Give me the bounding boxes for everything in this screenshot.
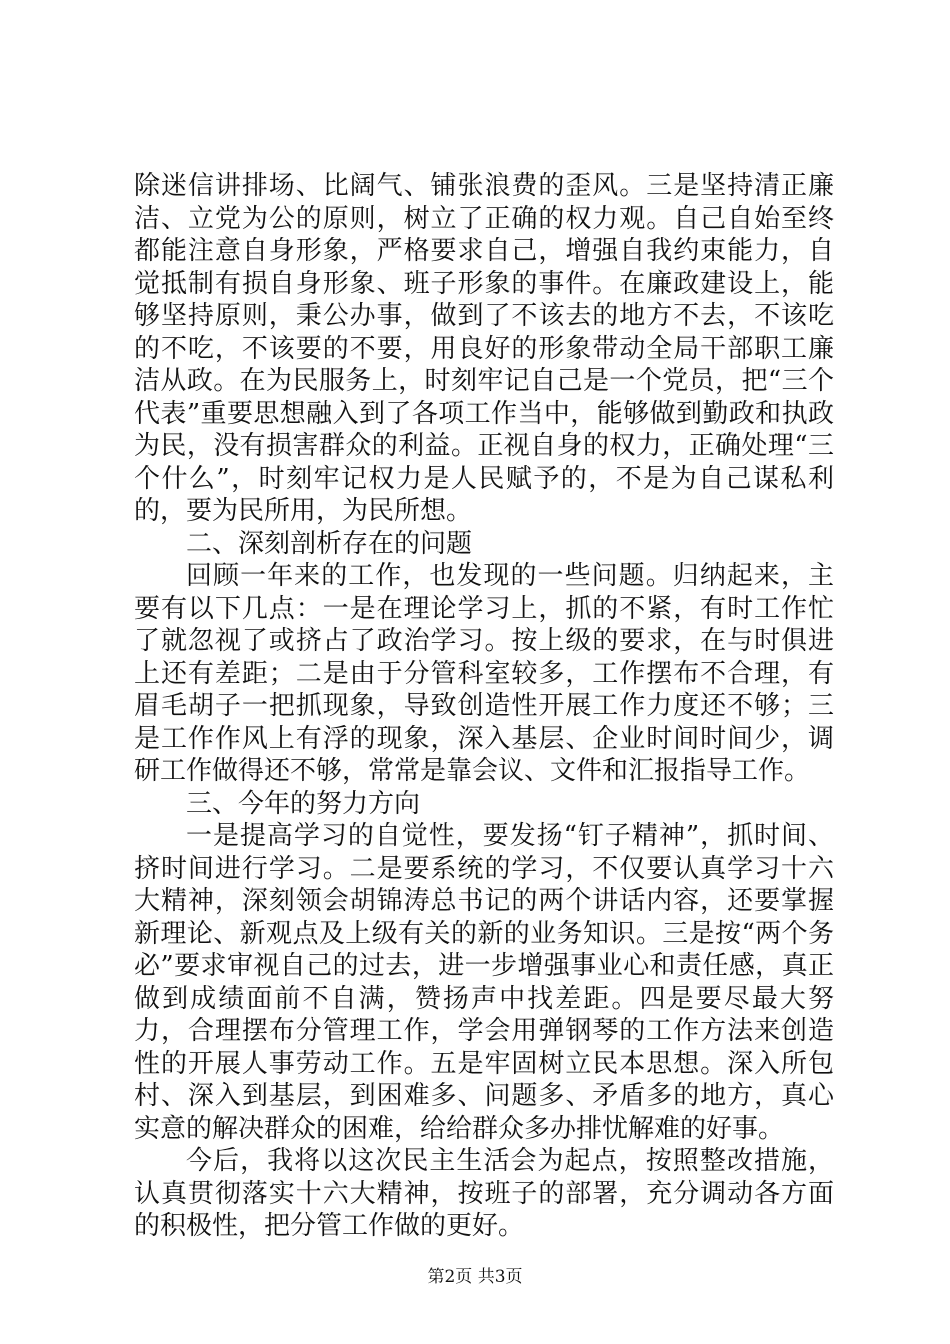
page-footer: 第2页 共3页 bbox=[427, 1267, 523, 1287]
paragraph-problems: 回顾一年来的工作，也发现的一些问题。归纳起来，主要有以下几点：一是在理论学习上，抓的不紧，有时工作忙了就忽视了或挤占了政治学习。按上级的要求，在与时俱进上还有差距；二是由于分管科室较多，工作摆布不合理，有眉毛胡子一把抓现象，导致创造性开展工作力度还不够；三是工作作风上有浮的现象，深入基层、企业时间时间少，调研工作做得还不够，常常是靠会议、文件和汇报指导工作。 bbox=[134, 561, 834, 786]
section-heading-direction: 三、今年的努力方向 bbox=[186, 788, 421, 819]
paragraph-conclusion: 今后，我将以这次民主生活会为起点，按照整改措施，认真贯彻落实十六大精神，按班子的部署，充分调动各方面的积极性，把分管工作做的更好。 bbox=[134, 1146, 834, 1241]
paragraph-direction: 一是提高学习的自觉性，要发扬“钉子精神”，抓时间、挤时间进行学习。二是要系统的学习，不仅要认真学习十六大精神，深刻领会胡锦涛总书记的两个讲话内容，还要掌握新理论、新观点及上级有关的新的业务知识。三是按“两个务必”要求审视自己的过去，进一步增强事业心和责任感，真正做到成绩面前不自满，赞扬声中找差距。四是要尽最大努力，合理摆布分管理工作，学会用弹钢琴的工作方法来创造性的开展人事劳动工作。五是牢固树立民本思想。深入所包村、深入到基层，到困难多、问题多、矛盾多的地方，真心实意的解决群众的困难，给给群众多办排忧解难的好事。 bbox=[134, 821, 834, 1144]
document-body bbox=[134, 170, 834, 1243]
paragraph-continuation: 除迷信讲排场、比阔气、铺张浪费的歪风。三是坚持清正廉洁、立党为公的原则，树立了正确的权力观。自己自始至终都能注意自身形象，严格要求自己，增强自我约束能力，自觉抵制有损自身形象、班子形象的事件。在廉政建设上，能够坚持原则，秉公办事，做到了不该去的地方不去，不该吃的不吃，不该要的不要，用良好的形象带动全局干部职工廉洁从政。在为民服务上，时刻牢记自己是一个党员，把“三个代表”重要思想融入到了各项工作当中，能够做到勤政和执政为民，没有损害群众的利益。正视自身的权力，正确处理“三个什么”，时刻牢记权力是人民赋予的，不是为自己谋私利的，要为民所用，为民所想。 bbox=[134, 171, 834, 526]
section-heading-problems: 二、深刻剖析存在的问题 bbox=[186, 528, 473, 559]
